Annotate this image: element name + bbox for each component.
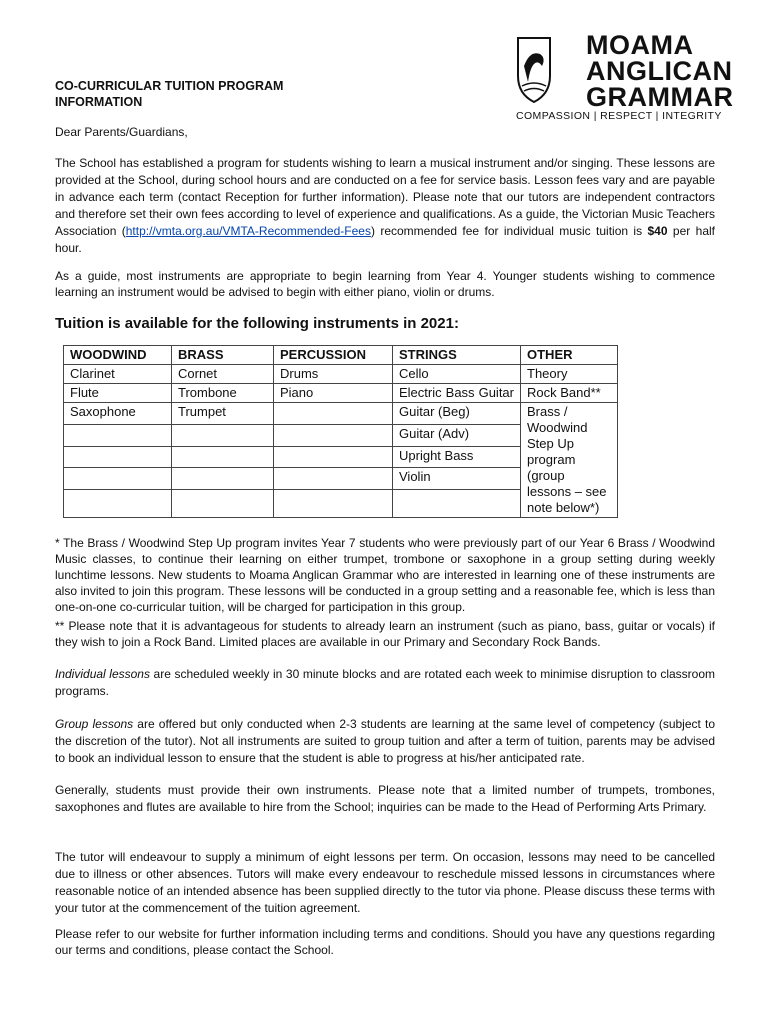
document-title bbox=[55, 78, 283, 110]
table-cell: Electric Bass Guitar bbox=[393, 384, 521, 403]
table-row bbox=[64, 403, 618, 425]
table-cell: Guitar (Adv) bbox=[393, 424, 521, 446]
salutation: Dear Parents/Guardians, bbox=[55, 125, 188, 139]
title-line-2: INFORMATION bbox=[55, 95, 143, 109]
table-cell bbox=[172, 468, 274, 490]
school-name-line-3: GRAMMAR bbox=[586, 82, 734, 112]
vmta-fees-link[interactable]: http://vmta.org.au/VMTA-Recommended-Fees bbox=[125, 224, 371, 238]
table-cell: Piano bbox=[274, 384, 393, 403]
group-lessons-paragraph bbox=[55, 716, 715, 767]
rock-band-note: ** Please note that it is advantageous for students to already learn an instrument (such as piano, bass, guitar or vocals) if they wish to join a Rock Band. Limited places are available in our Primary and Secondary Rock Bands. bbox=[55, 619, 715, 649]
school-name-line-2: ANGLICAN bbox=[586, 56, 733, 86]
individual-lessons-label: Individual lessons bbox=[55, 667, 150, 681]
table-cell bbox=[274, 490, 393, 518]
intro-text-2: ) recommended fee for individual music tuition is bbox=[370, 224, 648, 238]
table-cell bbox=[274, 403, 393, 425]
table-cell: Saxophone bbox=[64, 403, 172, 425]
table-cell bbox=[64, 468, 172, 490]
table-cell: Cello bbox=[393, 365, 521, 384]
table-cell bbox=[64, 424, 172, 446]
table-header-row bbox=[64, 346, 618, 365]
table-cell: Upright Bass bbox=[393, 446, 521, 468]
table-cell: Trombone bbox=[172, 384, 274, 403]
instruments-hire-paragraph: Generally, students must provide their own instruments. Please note that a limited number of trumpets, trombones, saxophones and flutes are available to hire from the School; inquiries can be made to the Head of Performing Arts Primary. bbox=[55, 783, 715, 814]
table-cell: Trumpet bbox=[172, 403, 274, 425]
individual-lessons-text: are scheduled weekly in 30 minute blocks and are rotated each week to minimise disruption to classroom programs. bbox=[55, 667, 715, 698]
table-row bbox=[64, 365, 618, 384]
table-cell bbox=[64, 446, 172, 468]
table-cell: Flute bbox=[64, 384, 172, 403]
tutor-paragraph: The tutor will endeavour to supply a minimum of eight lessons per term. On occasion, lessons may need to be cancelled due to illness or other absences. Tutors will make every endeavour to reschedule missed lessons in circumstances where reasonable notice of an intended absence has been supplied directly to the tutor via phone. Please discuss these terms with your tutor at the commencement of the tuition agreement. bbox=[55, 850, 715, 915]
table-cell: Drums bbox=[274, 365, 393, 384]
school-logo bbox=[516, 30, 734, 128]
table-cell bbox=[393, 490, 521, 518]
website-paragraph: Please refer to our website for further information including terms and conditions. Should you have any questions regarding our terms and conditions, please contact the School. bbox=[55, 927, 715, 957]
table-cell bbox=[64, 490, 172, 518]
instruments-table bbox=[63, 345, 618, 518]
table-cell: Clarinet bbox=[64, 365, 172, 384]
table-cell bbox=[274, 446, 393, 468]
tuition-heading: Tuition is available for the following instruments in 2021: bbox=[55, 315, 459, 332]
table-cell bbox=[172, 446, 274, 468]
school-name bbox=[586, 32, 733, 110]
table-cell-step-up: Brass / Woodwind Step Up program (group lessons – see note below*) bbox=[521, 403, 618, 518]
table-cell bbox=[274, 424, 393, 446]
table-cell: Violin bbox=[393, 468, 521, 490]
table-row bbox=[64, 384, 618, 403]
header-woodwind: WOODWIND bbox=[64, 346, 172, 365]
fee-amount: $40 bbox=[647, 224, 668, 238]
intro-text-3: per half hour. bbox=[55, 224, 715, 255]
title-line-1: CO-CURRICULAR TUITION PROGRAM bbox=[55, 79, 284, 93]
table-cell bbox=[172, 424, 274, 446]
individual-lessons-paragraph bbox=[55, 666, 715, 700]
group-lessons-label: Group lessons bbox=[55, 717, 134, 731]
header-strings: STRINGS bbox=[393, 346, 521, 365]
table-cell: Rock Band** bbox=[521, 384, 618, 403]
school-name-line-1: MOAMA bbox=[586, 30, 694, 60]
group-lessons-text: are offered but only conducted when 2-3 students are learning at the same level of competency (subject to the discretion of the tutor). Not all instruments are suited to group tuition and after a term of tuition, parents may be advised to book an individual lesson to ensure that the student is able to progress at his/her anticipated rate. bbox=[55, 717, 715, 765]
table-cell: Theory bbox=[521, 365, 618, 384]
table-cell: Cornet bbox=[172, 365, 274, 384]
intro-paragraph bbox=[55, 155, 715, 257]
header-percussion: PERCUSSION bbox=[274, 346, 393, 365]
guide-paragraph: As a guide, most instruments are appropriate to begin learning from Year 4. Younger students wishing to commence learning an instrument would be advised to begin with either piano, violin or drums. bbox=[55, 269, 715, 299]
table-cell bbox=[274, 468, 393, 490]
school-crest-icon bbox=[516, 36, 552, 104]
table-cell: Guitar (Beg) bbox=[393, 403, 521, 425]
step-up-note: * The Brass / Woodwind Step Up program invites Year 7 students who were previously part of our Year 6 Brass / Woodwind Music classes, to continue their learning on either trumpet, trombone or saxophone in a group setting during weekly lunchtime lessons. New students to Moama Anglican Grammar who are interested in learning one of these instruments are also invited to join this program. These lessons will be conducted in a group setting and a reasonable fee, which is less than one-on-one co-curricular tuition, will be charged for participation in this group. bbox=[55, 536, 715, 614]
header-other: OTHER bbox=[521, 346, 618, 365]
intro-text-1: The School has established a program for students wishing to learn a musical instrument and/or singing. These lessons are provided at the School, during school hours and are conducted on a fee for service basis. Lesson fees vary and are payable in advance each term (contact Reception for further information). Please note that our tutors are independent contractors and therefore set their own fees according to level of experience and qualifications. As a guide, the Victorian Music Teachers Association ( bbox=[55, 156, 715, 238]
school-motto: COMPASSION | RESPECT | INTEGRITY bbox=[516, 110, 722, 122]
header-brass: BRASS bbox=[172, 346, 274, 365]
table-cell bbox=[172, 490, 274, 518]
